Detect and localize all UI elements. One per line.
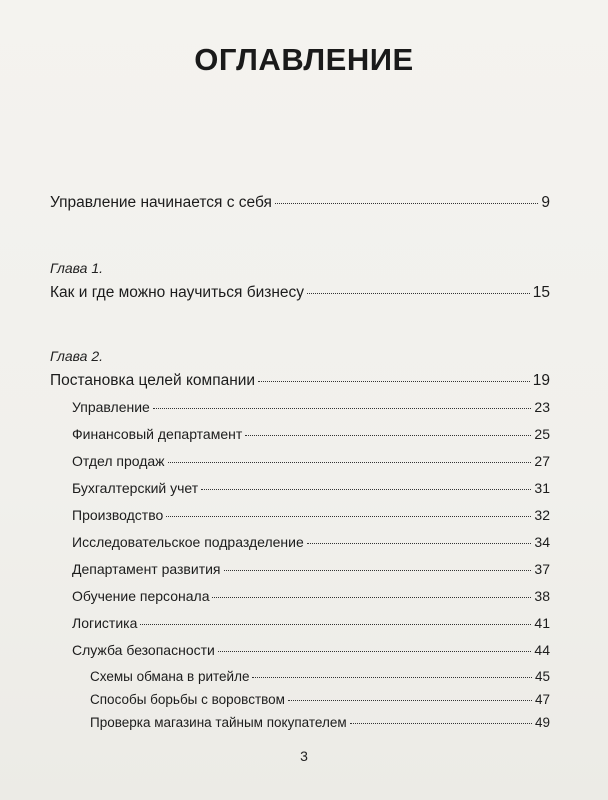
toc-entry-label: Схемы обмана в ритейле xyxy=(90,669,250,684)
toc-entry-label: Постановка целей компании xyxy=(50,372,256,389)
toc-entry-label: Исследовательское подразделение xyxy=(72,534,304,550)
toc-section-entry xyxy=(50,533,550,551)
toc-subsection-entry xyxy=(50,668,550,685)
dot-leader xyxy=(212,597,531,598)
dot-leader xyxy=(224,570,532,571)
dot-leader xyxy=(288,700,532,701)
toc-entry-chapter-1 xyxy=(50,282,550,304)
toc-entry-page: 9 xyxy=(541,194,550,211)
toc-entry-label: Бухгалтерский учет xyxy=(72,480,199,496)
toc-section-entry xyxy=(50,452,550,470)
toc-entry-label: Логистика xyxy=(72,615,138,631)
toc-entry-label: Способы борьбы с воровством xyxy=(90,692,285,707)
toc-entry-label: Обучение персонала xyxy=(72,588,210,604)
security-subsections xyxy=(50,668,550,731)
toc-subsection-entry xyxy=(50,714,550,731)
toc-entry-label: Производство xyxy=(72,507,164,523)
toc-entry-label: Проверка магазина тайным покупателем xyxy=(90,715,347,730)
toc-entry-page: 44 xyxy=(534,642,550,658)
toc-section-entry xyxy=(50,506,550,524)
toc-entry-page: 15 xyxy=(532,284,550,301)
toc-section-entry xyxy=(50,425,550,443)
toc-entry-page: 19 xyxy=(532,372,550,389)
table-of-contents xyxy=(50,192,550,737)
toc-entry-label: Финансовый департамент xyxy=(72,426,243,442)
toc-entry-page: 23 xyxy=(534,399,550,415)
toc-section-entry xyxy=(50,479,550,497)
toc-entry-label: Как и где можно научиться бизнесу xyxy=(50,284,305,301)
toc-entry-page: 27 xyxy=(534,453,550,469)
toc-entry-label: Управление xyxy=(72,399,150,415)
chapter-2-sections xyxy=(50,398,550,659)
toc-section-entry xyxy=(50,398,550,416)
chapter-1-label: Глава 1. xyxy=(50,260,104,276)
toc-entry-page: 49 xyxy=(534,715,550,730)
toc-section-entry xyxy=(50,587,550,605)
dot-leader xyxy=(245,435,531,436)
dot-leader xyxy=(140,624,531,625)
toc-entry-intro xyxy=(50,192,550,214)
dot-leader xyxy=(307,293,530,294)
toc-entry-page: 45 xyxy=(534,669,550,684)
toc-entry-page: 38 xyxy=(534,588,550,604)
page-number: 3 xyxy=(300,748,308,764)
toc-entry-chapter-2 xyxy=(50,370,550,392)
toc-section-entry xyxy=(50,641,550,659)
toc-entry-page: 34 xyxy=(534,534,550,550)
chapter-2-label: Глава 2. xyxy=(50,348,104,364)
toc-entry-label: Департамент развития xyxy=(72,561,221,577)
dot-leader xyxy=(218,651,532,652)
dot-leader xyxy=(252,677,531,678)
toc-section-entry xyxy=(50,614,550,632)
dot-leader xyxy=(275,203,538,204)
toc-subsection-entry xyxy=(50,691,550,708)
toc-entry-page: 25 xyxy=(534,426,550,442)
toc-section-entry xyxy=(50,560,550,578)
dot-leader xyxy=(258,381,530,382)
toc-entry-page: 31 xyxy=(534,480,550,496)
dot-leader xyxy=(168,462,532,463)
dot-leader xyxy=(166,516,531,517)
toc-entry-page: 47 xyxy=(534,692,550,707)
toc-entry-label: Служба безопасности xyxy=(72,642,215,658)
toc-entry-page: 32 xyxy=(534,507,550,523)
dot-leader xyxy=(307,543,532,544)
toc-entry-page: 41 xyxy=(534,615,550,631)
dot-leader xyxy=(153,408,532,409)
toc-entry-label: Отдел продаж xyxy=(72,453,165,469)
toc-entry-label: Управление начинается с себя xyxy=(50,194,272,211)
dot-leader xyxy=(350,723,532,724)
dot-leader xyxy=(201,489,531,490)
page-title: ОГЛАВЛЕНИЕ xyxy=(194,42,414,77)
toc-entry-page: 37 xyxy=(534,561,550,577)
